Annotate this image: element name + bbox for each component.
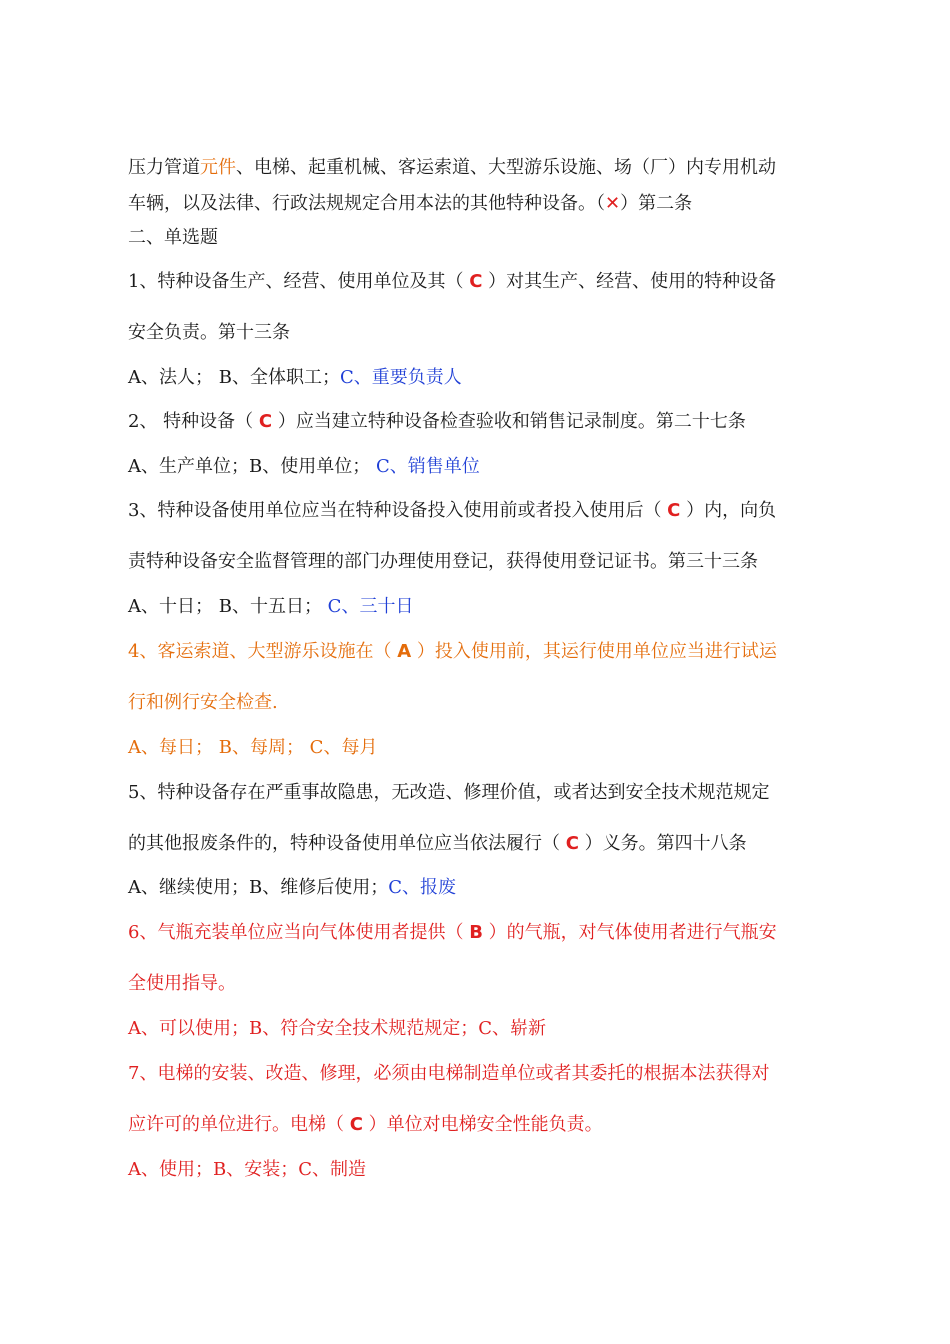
correct-option: C、重要负责人	[339, 367, 462, 388]
question-4-line-1	[128, 641, 828, 663]
question-text: ）对其生产、经营、使用的特种设备	[482, 271, 777, 292]
question-1-options	[128, 367, 828, 389]
question-text: ）应当建立特种设备检查验收和销售记录制度。第二十七条	[272, 411, 746, 432]
answer-letter: C	[469, 271, 483, 292]
question-6-line-2: 全使用指导。	[128, 973, 236, 994]
highlighted-term: 元件	[200, 157, 236, 178]
cross-mark-icon: ✕	[605, 193, 621, 214]
answer-letter: B	[469, 922, 483, 943]
answer-letter: C	[349, 1114, 363, 1135]
question-2-line-1	[128, 411, 828, 433]
question-4-options: A、每日； B、每周； C、每月	[128, 737, 378, 758]
question-3-line-1	[128, 500, 828, 522]
correct-option: C、报废	[388, 877, 457, 898]
question-text: ）内，向负	[680, 500, 777, 521]
intro-text: 压力管道	[128, 157, 200, 178]
question-5-line-2	[128, 833, 828, 855]
question-text: ）单位对电梯安全性能负责。	[362, 1114, 603, 1135]
question-7-line-1: 7、电梯的安装、改造、修理，必须由电梯制造单位或者其委托的根据本法获得对	[128, 1063, 770, 1084]
option-text: A、法人； B、全体职工；	[128, 367, 340, 388]
answer-letter: C	[565, 833, 579, 854]
question-6-options: A、可以使用；B、符合安全技术规范规定；C、崭新	[128, 1018, 546, 1039]
question-text: 1、特种设备生产、经营、使用单位及其（	[128, 271, 470, 292]
question-text: 的其他报废条件的，特种设备使用单位应当依法履行（	[128, 833, 566, 854]
question-text: 应许可的单位进行。电梯（	[128, 1114, 350, 1135]
question-1-line-2: 安全负责。第十三条	[128, 322, 290, 343]
intro-text: ）第二条	[620, 193, 693, 214]
answer-letter: A	[397, 641, 412, 662]
question-text: 6、气瓶充装单位应当向气体使用者提供（	[128, 922, 470, 943]
question-text: 2、 特种设备（	[128, 411, 259, 432]
question-1-line-1	[128, 271, 828, 293]
question-2-options	[128, 456, 828, 478]
question-text: 3、特种设备使用单位应当在特种设备投入使用前或者投入使用后（	[128, 500, 668, 521]
correct-option: C、三十日	[327, 596, 414, 617]
question-3-options	[128, 596, 828, 618]
correct-option: C、销售单位	[375, 456, 480, 477]
question-text: 4、客运索道、大型游乐设施在（	[128, 641, 398, 662]
question-5-options	[128, 877, 828, 899]
answer-letter: C	[258, 411, 273, 432]
question-4-line-2: 行和例行安全检查.	[128, 692, 278, 713]
intro-line-2	[128, 193, 828, 215]
question-text: ）投入使用前，其运行使用单位应当进行试运	[411, 641, 777, 662]
intro-text: 车辆，以及法律、行政法规规定合用本法的其他特种设备。（	[128, 193, 605, 214]
question-7-options: A、使用；B、安装；C、制造	[128, 1159, 366, 1180]
question-text: ）义务。第四十八条	[578, 833, 747, 854]
option-text: A、十日； B、十五日；	[128, 596, 328, 617]
intro-line-1	[128, 157, 828, 179]
option-text: A、生产单位；B、使用单位；	[128, 456, 376, 477]
question-5-line-1: 5、特种设备存在严重事故隐患，无改造、修理价值，或者达到安全技术规范规定	[128, 782, 770, 803]
section-title: 二、单选题	[128, 227, 218, 248]
question-6-line-1	[128, 922, 828, 944]
question-text: ）的气瓶，对气体使用者进行气瓶安	[482, 922, 777, 943]
answer-letter: C	[667, 500, 681, 521]
question-7-line-2	[128, 1114, 828, 1136]
question-3-line-2: 责特种设备安全监督管理的部门办理使用登记，获得使用登记证书。第三十三条	[128, 551, 758, 572]
intro-text: 、电梯、起重机械、客运索道、大型游乐设施、场（厂）内专用机动	[236, 157, 776, 178]
option-text: A、继续使用；B、维修后使用；	[128, 877, 389, 898]
